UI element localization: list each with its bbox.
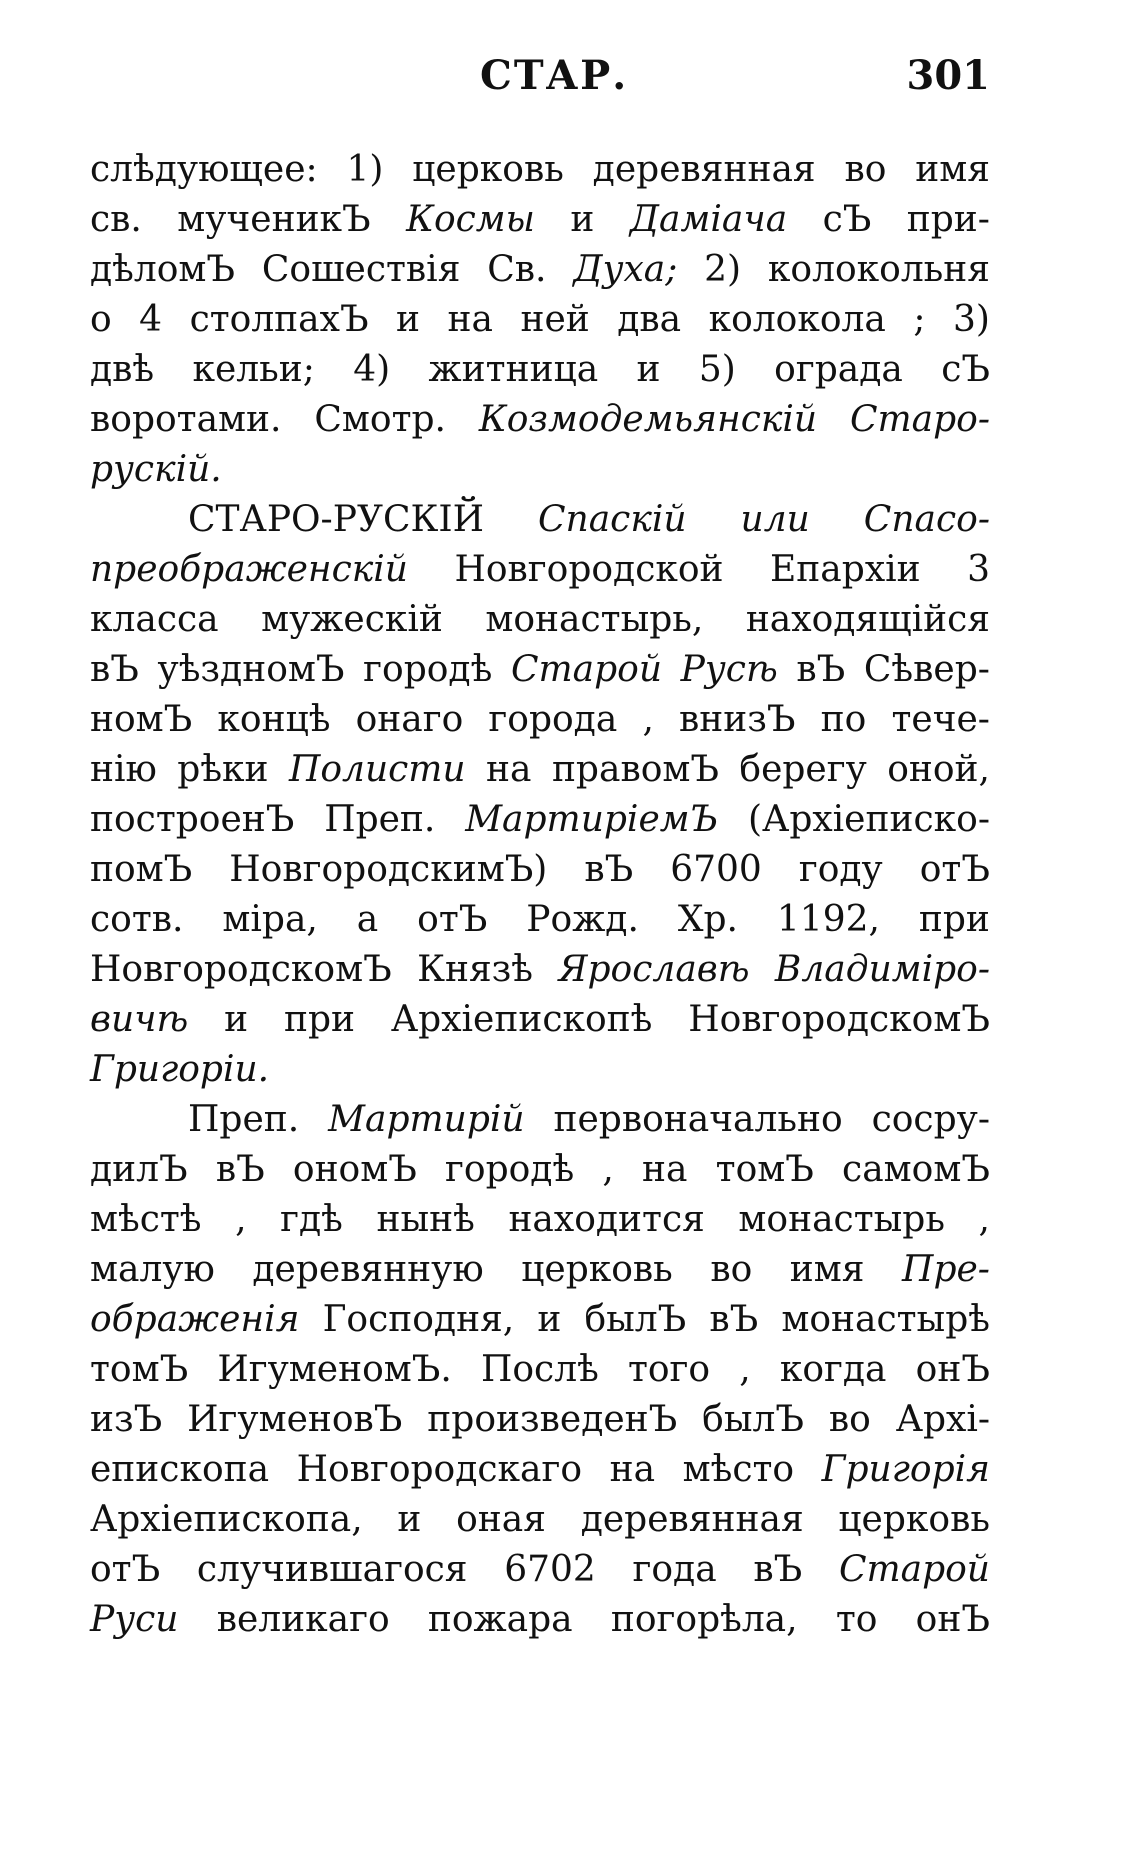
word: во: [844, 149, 887, 190]
word: былЪ: [702, 1399, 804, 1440]
word: и: [396, 299, 421, 340]
word: отЪ: [90, 1549, 161, 1590]
word: о: [90, 299, 112, 340]
word: рѣки: [177, 749, 269, 790]
word: малую: [90, 1249, 215, 1290]
word: на: [642, 1149, 688, 1190]
word: томЪ: [90, 1349, 189, 1390]
word: столпахЪ: [189, 299, 369, 340]
word: колокольня: [767, 249, 990, 290]
text-line: [90, 495, 990, 545]
word: при-: [906, 199, 990, 240]
word: онЪ: [915, 1599, 990, 1640]
word: СТАРО-РУСКІЙ: [188, 499, 484, 540]
word: вЪ: [215, 1149, 265, 1190]
text-line: [90, 845, 990, 895]
word: 6702: [504, 1549, 596, 1590]
word: во: [710, 1249, 753, 1290]
word: Космы: [406, 199, 535, 240]
word: 2): [704, 249, 742, 290]
word: 3: [967, 549, 990, 590]
word: и: [224, 999, 249, 1040]
word: оная: [456, 1499, 546, 1540]
word: Старой: [510, 649, 663, 690]
word: при: [918, 899, 990, 940]
word: городѣ: [363, 649, 493, 690]
word: во: [828, 1399, 871, 1440]
word: оной,: [887, 749, 990, 790]
word: Архіепископа,: [90, 1499, 363, 1540]
body-text: [90, 145, 990, 1645]
word: тече-: [891, 699, 990, 740]
word: Архі-: [895, 1399, 990, 1440]
word: имя: [915, 149, 990, 190]
word: два: [617, 299, 682, 340]
text-line: [90, 1445, 990, 1495]
word: концѣ: [217, 699, 331, 740]
text-line: [90, 1045, 990, 1095]
text-line: [90, 1545, 990, 1595]
word: внизЪ: [679, 699, 796, 740]
word: Св.: [487, 249, 547, 290]
word: ,: [978, 1199, 990, 1240]
word: МартиріемЪ: [465, 799, 719, 840]
word: сотв.: [90, 899, 184, 940]
text-line: [90, 995, 990, 1045]
word: (Архіеписко-: [748, 799, 990, 840]
word: и: [636, 349, 661, 390]
word: ИгуменомЪ.: [217, 1349, 452, 1390]
word: Епархіи: [770, 549, 921, 590]
text-line: [90, 1195, 990, 1245]
word: Спаскій: [537, 499, 687, 540]
text-line: [90, 1145, 990, 1195]
text-line: [90, 1495, 990, 1545]
word: имя: [789, 1249, 865, 1290]
word: мѣсто: [682, 1449, 795, 1490]
word: Послѣ: [480, 1349, 599, 1390]
word: томЪ: [715, 1149, 814, 1190]
word: на: [609, 1449, 656, 1490]
word: вЪ: [90, 649, 139, 690]
text-line: [90, 1345, 990, 1395]
page-number: 301: [906, 52, 990, 99]
word: НовгородскомЪ: [90, 949, 392, 990]
word: или: [740, 499, 810, 540]
word: а: [356, 899, 379, 940]
word: случившагося: [196, 1549, 468, 1590]
word: Старой: [838, 1549, 990, 1590]
text-line: [90, 945, 990, 995]
word: ограда: [774, 349, 903, 390]
word: Владиміро-: [774, 949, 990, 990]
word: самомЪ: [842, 1149, 990, 1190]
word: сосру-: [871, 1099, 990, 1140]
word: Господня,: [322, 1299, 515, 1340]
word: 3): [952, 299, 990, 340]
word: класса: [90, 599, 219, 640]
word: пожара: [427, 1599, 573, 1640]
word: отЪ: [417, 899, 488, 940]
word: ономЪ: [292, 1149, 417, 1190]
word: сЪ: [822, 199, 872, 240]
word: мученикЪ: [177, 199, 371, 240]
text-line: [90, 645, 990, 695]
word: св.: [90, 199, 142, 240]
word: Архіепископѣ: [390, 999, 653, 1040]
word: вичѣ: [90, 999, 189, 1040]
text-line: [90, 745, 990, 795]
word: нію: [90, 749, 157, 790]
text-line: [90, 395, 990, 445]
word: НовгородскимЪ): [229, 849, 548, 890]
word: городѣ: [445, 1149, 575, 1190]
text-line: [90, 1595, 990, 1645]
word: Пре-: [902, 1249, 990, 1290]
word: 6700: [670, 849, 762, 890]
word: погорѣла,: [610, 1599, 798, 1640]
word: города: [488, 699, 618, 740]
word: Князѣ: [417, 949, 534, 990]
word: ,: [739, 1349, 751, 1390]
word: помЪ: [90, 849, 193, 890]
word: Даміача: [629, 199, 788, 240]
word: года: [632, 1549, 717, 1590]
word: номЪ: [90, 699, 193, 740]
word: Григоріи.: [90, 1049, 270, 1090]
word: находится: [508, 1199, 705, 1240]
text-line: [90, 145, 990, 195]
word: воротами.: [90, 399, 282, 440]
word: ображенія: [90, 1299, 300, 1340]
word: при: [284, 999, 356, 1040]
text-line: [90, 195, 990, 245]
word: преображенскій: [90, 549, 408, 590]
word: онЪ: [915, 1349, 990, 1390]
word: вЪ: [709, 1299, 759, 1340]
word: деревянная: [592, 149, 816, 190]
word: первоначально: [553, 1099, 843, 1140]
word: монастырь: [738, 1199, 945, 1240]
text-line: [90, 345, 990, 395]
word: 4: [139, 299, 163, 340]
word: Русѣ: [680, 649, 778, 690]
word: вЪ: [796, 649, 846, 690]
word: Новгородскаго: [296, 1449, 583, 1490]
word: епископа: [90, 1449, 270, 1490]
text-line: [90, 545, 990, 595]
word: то: [835, 1599, 878, 1640]
word: мужескій: [261, 599, 443, 640]
word: сЪ: [941, 349, 990, 390]
word: берегу: [739, 749, 867, 790]
word: Смотр.: [314, 399, 446, 440]
word: Сѣвер-: [863, 649, 990, 690]
word: Сошествія: [261, 249, 461, 290]
word: Козмодемьянскій: [478, 399, 818, 440]
word: НовгородскомЪ: [688, 999, 990, 1040]
word: нынѣ: [376, 1199, 475, 1240]
word: на: [447, 299, 493, 340]
word: Старо-: [849, 399, 990, 440]
word: году: [798, 849, 883, 890]
text-line: [90, 295, 990, 345]
word: деревянную: [252, 1249, 484, 1290]
word: Полисти: [288, 749, 466, 790]
word: и: [570, 199, 595, 240]
word: дѣломЪ: [90, 249, 236, 290]
word: отЪ: [919, 849, 990, 890]
text-line: [90, 895, 990, 945]
word: двѣ: [90, 349, 155, 390]
word: 4): [353, 349, 391, 390]
text-line: [90, 1095, 990, 1145]
word: ,: [602, 1149, 614, 1190]
page-header: [90, 52, 990, 112]
word: гдѣ: [280, 1199, 343, 1240]
word: колокола: [708, 299, 886, 340]
word: монастырь,: [485, 599, 704, 640]
word: 1): [346, 149, 384, 190]
word: вЪ: [753, 1549, 803, 1590]
word: мѣстѣ: [90, 1199, 202, 1240]
word: того: [627, 1349, 711, 1390]
word: Духа;: [573, 249, 678, 290]
text-line: [90, 695, 990, 745]
word: находящійся: [745, 599, 990, 640]
word: Новгородской: [454, 549, 724, 590]
word: когда: [779, 1349, 887, 1390]
word: кельи;: [192, 349, 315, 390]
word: онаго: [355, 699, 464, 740]
word: монастырѣ: [781, 1299, 990, 1340]
word: 1192,: [776, 899, 880, 940]
word: рускій.: [90, 449, 222, 490]
word: построенЪ: [90, 799, 295, 840]
word: ,: [642, 699, 654, 740]
word: Григорія: [821, 1449, 990, 1490]
word: былЪ: [584, 1299, 687, 1340]
word: церковь: [521, 1249, 673, 1290]
word: Руси: [90, 1599, 179, 1640]
text-line: [90, 1295, 990, 1345]
word: Спасо-: [863, 499, 990, 540]
word: Рожд.: [526, 899, 639, 940]
running-head: СТАР.: [480, 52, 629, 99]
word: по: [820, 699, 867, 740]
word: Мартирій: [328, 1099, 525, 1140]
word: великаго: [216, 1599, 390, 1640]
word: уѣздномЪ: [157, 649, 345, 690]
word: дилЪ: [90, 1149, 188, 1190]
text-line: [90, 445, 990, 495]
word: правомЪ: [551, 749, 719, 790]
word: Хр.: [677, 899, 738, 940]
word: міра,: [222, 899, 318, 940]
word: и: [537, 1299, 562, 1340]
word: Преп.: [188, 1099, 300, 1140]
word: на: [486, 749, 532, 790]
word: церковь: [838, 1499, 990, 1540]
word: слѣдующее:: [90, 149, 318, 190]
word: ;: [913, 299, 926, 340]
word: 5): [698, 349, 736, 390]
text-line: [90, 595, 990, 645]
word: вЪ: [584, 849, 634, 890]
text-line: [90, 1395, 990, 1445]
text-line: [90, 1245, 990, 1295]
word: произведенЪ: [427, 1399, 678, 1440]
word: ИгуменовЪ: [187, 1399, 403, 1440]
text-line: [90, 245, 990, 295]
word: церковь: [412, 149, 564, 190]
word: Преп.: [324, 799, 436, 840]
word: и: [397, 1499, 422, 1540]
word: ,: [235, 1199, 247, 1240]
word: житница: [428, 349, 599, 390]
text-line: [90, 795, 990, 845]
word: Ярославѣ: [558, 949, 750, 990]
word: ней: [520, 299, 590, 340]
word: изЪ: [90, 1399, 163, 1440]
word: деревянная: [580, 1499, 804, 1540]
